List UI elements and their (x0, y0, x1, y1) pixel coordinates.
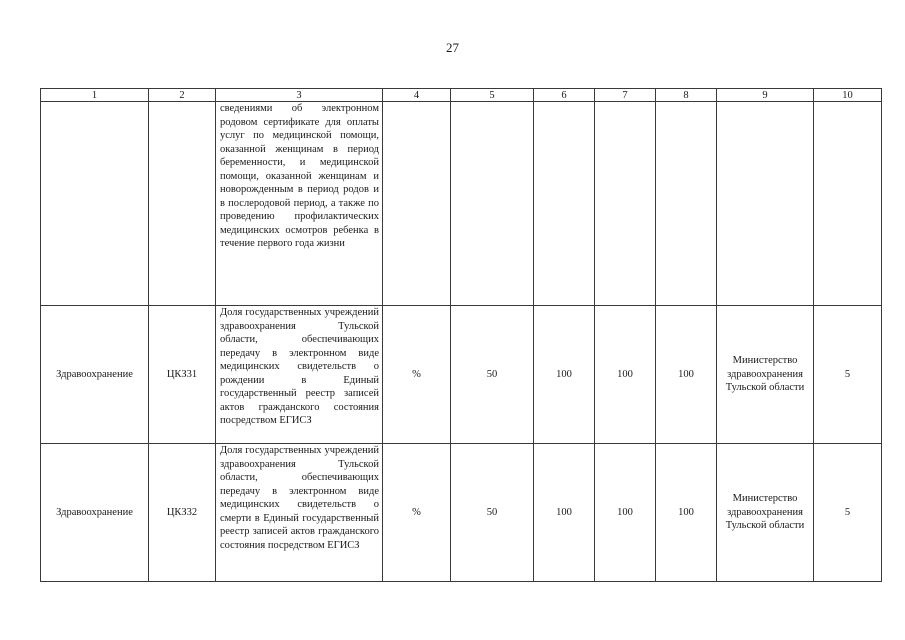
cell-responsible: Министерство здравоохранения Тульской области (717, 444, 814, 582)
column-number-3: 3 (216, 89, 383, 102)
column-number-7: 7 (595, 89, 656, 102)
cell-responsible (717, 102, 814, 306)
column-number-1: 1 (41, 89, 149, 102)
cell-value-6: 100 (534, 444, 595, 582)
table-row (41, 444, 882, 582)
column-number-10: 10 (814, 89, 882, 102)
cell-indicator-name: Доля государственных учреждений здравоохранения Тульской области, обеспечивающих передачу в электронном виде медицинских свидетельств о рождении в Единый государственный реестр записей актов гражданского состояния посредством ЕГИСЗ (216, 306, 383, 444)
cell-value-10: 5 (814, 444, 882, 582)
cell-value-10: 5 (814, 306, 882, 444)
cell-value-8 (656, 102, 717, 306)
cell-sector: Здравоохранение (41, 444, 149, 582)
indicators-table (40, 88, 882, 582)
cell-value-5: 50 (451, 444, 534, 582)
cell-value-6 (534, 102, 595, 306)
cell-value-6: 100 (534, 306, 595, 444)
cell-value-7: 100 (595, 444, 656, 582)
cell-value-7 (595, 102, 656, 306)
column-number-9: 9 (717, 89, 814, 102)
cell-unit: % (383, 306, 451, 444)
page-number: 27 (446, 40, 459, 55)
column-number-4: 4 (383, 89, 451, 102)
cell-value-5: 50 (451, 306, 534, 444)
cell-code: ЦКЗ32 (149, 444, 216, 582)
cell-value-8: 100 (656, 306, 717, 444)
column-number-8: 8 (656, 89, 717, 102)
cell-indicator-name: сведениями об электронном родовом сертификате для оплаты услуг по медицинской помощи, оказанной женщинам в период беременности, и медицинской помощи, оказанной женщинам и новорожденным в период родов и в послеродовой период, а также по проведению профилактических медицинских осмотров ребенка в течение первого года жизни (216, 102, 383, 306)
cell-indicator-name: Доля государственных учреждений здравоохранения Тульской области, обеспечивающих передачу в электронном виде медицинских свидетельств о смерти в Единый государственный реестр записей актов гражданского состояния посредством ЕГИСЗ (216, 444, 383, 582)
cell-value-10 (814, 102, 882, 306)
cell-sector (41, 102, 149, 306)
column-number-5: 5 (451, 89, 534, 102)
table-row (41, 306, 882, 444)
cell-value-5 (451, 102, 534, 306)
cell-code: ЦКЗ31 (149, 306, 216, 444)
cell-unit (383, 102, 451, 306)
cell-value-7: 100 (595, 306, 656, 444)
column-number-2: 2 (149, 89, 216, 102)
cell-code (149, 102, 216, 306)
cell-sector: Здравоохранение (41, 306, 149, 444)
table-header-row (41, 89, 882, 102)
cell-unit: % (383, 444, 451, 582)
table-row (41, 102, 882, 306)
cell-responsible: Министерство здравоохранения Тульской области (717, 306, 814, 444)
column-number-6: 6 (534, 89, 595, 102)
cell-value-8: 100 (656, 444, 717, 582)
